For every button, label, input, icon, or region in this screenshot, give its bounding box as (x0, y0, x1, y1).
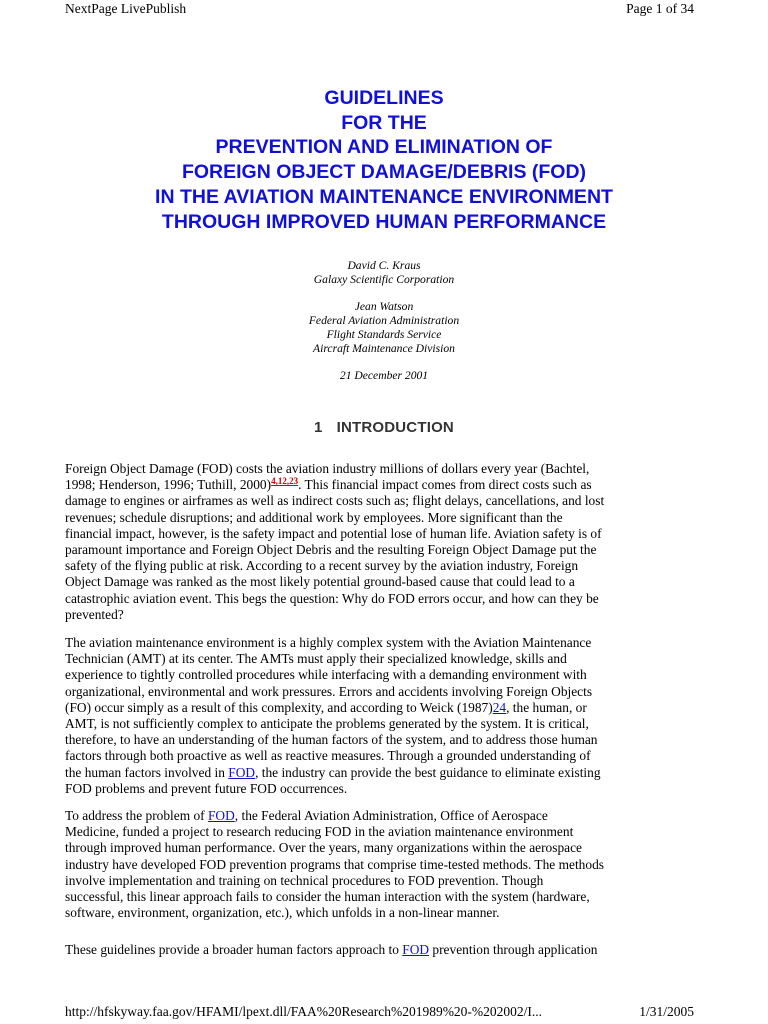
text-span: , the human, or (506, 699, 587, 715)
footer-date: 1/31/2005 (639, 1004, 694, 1019)
text-span: , the Federal Aviation Administration, Office of Aerospace (234, 808, 548, 823)
fod-link[interactable]: FOD (207, 808, 235, 823)
paragraph-3 (65, 808, 705, 921)
text-line: paramount importance and Foreign Object Debris and the resulting Foreign Object Damage put the (65, 542, 597, 558)
document-date: 21 December 2001 (339, 368, 429, 382)
text-line: organizational, environmental and work pressures. Errors and accidents involving Foreign Objects (65, 683, 593, 699)
document-title (0, 86, 768, 234)
reference-link[interactable]: 4,12,23 (271, 476, 299, 487)
text-line: FOD problems and prevent future FOD occurrences. (65, 780, 348, 796)
text-line: AMT, is not sufficiently complex to anticipate the problems generated by the system. It is critical, (65, 716, 589, 732)
author-name: Jean Watson (354, 300, 414, 314)
text-line: successful, this linear approach fails to consider the human interaction with the system (hardware, (65, 889, 590, 905)
fod-link[interactable]: FOD (228, 764, 256, 780)
author-affiliation: Galaxy Scientific Corporation (313, 272, 455, 286)
text-line: Medicine, funded a project to research reducing FOD in the aviation maintenance environment (65, 824, 574, 840)
title-line: FOR THE (341, 111, 427, 134)
text-line (65, 477, 705, 493)
header-page-indicator: Page 1 of 34 (626, 1, 694, 16)
reference-link[interactable]: 24 (492, 699, 507, 715)
text-line: involve implementation and training on technical procedures to FOD prevention. Though (65, 872, 544, 888)
text-line: revenues; schedule disruptions; and additional work by employees. More significant than the (65, 509, 563, 525)
author-affiliation: Federal Aviation Administration (308, 313, 460, 327)
footer-url: http://hfskyway.faa.gov/HFAMI/lpext.dll/FAA%20Research%201989%20-%202002/I... (65, 1004, 543, 1019)
text-span: . This financial impact comes from direct costs such as (298, 477, 592, 493)
title-line: IN THE AVIATION MAINTENANCE ENVIRONMENT (155, 185, 613, 208)
author-block (0, 259, 768, 383)
text-line: prevented? (65, 606, 124, 622)
text-line (65, 808, 705, 824)
section-title: INTRODUCTION (336, 419, 454, 436)
text-line: industry have developed FOD prevention programs that comprise time-tested methods. The methods (65, 856, 604, 872)
text-line: therefore, to have an understanding of the human factors of the system, and to address those human (65, 732, 598, 748)
text-span: (FO) occur simply as a result of this complexity, and according to Weick (1987) (65, 699, 493, 715)
text-line (65, 942, 705, 958)
section-heading (0, 419, 768, 436)
text-line: damage to engines or airframes as well as indirect costs such as; flight delays, cancellations, and lost (65, 493, 605, 509)
paragraph-2 (65, 635, 705, 797)
text-span: These guidelines provide a broader human factors approach to (65, 942, 403, 957)
text-line (65, 700, 705, 716)
text-line: Object Damage was ranked as the most likely potential ground-based cause that could lead to a (65, 574, 575, 590)
text-line: factors through both proactive as well as reactive measures. Through a grounded understanding of (65, 748, 591, 764)
section-number: 1 (314, 419, 323, 436)
text-line: financial impact, however, is the safety impact and potential lose of human life. Aviation safety is of (65, 525, 602, 541)
text-span: , the industry can provide the best guidance to eliminate existing (255, 764, 601, 780)
fod-link[interactable]: FOD (402, 942, 430, 957)
header-app-name: NextPage LivePublish (65, 1, 187, 16)
text-span: prevention through application (429, 942, 598, 957)
author-affiliation: Flight Standards Service (326, 327, 442, 341)
title-line: THROUGH IMPROVED HUMAN PERFORMANCE (161, 210, 607, 233)
text-line: Technician (AMT) at its center. The AMTs must apply their specialized knowledge, skills and (65, 651, 567, 667)
text-line: catastrophic aviation event. This begs the question: Why do FOD errors occur, and how can they be (65, 590, 599, 606)
author-affiliation: Aircraft Maintenance Division (313, 341, 455, 355)
title-line: FOREIGN OBJECT DAMAGE/DEBRIS (FOD) (181, 161, 587, 184)
text-line: The aviation maintenance environment is a highly complex system with the Aviation Maintenance (65, 635, 592, 650)
text-line (65, 765, 705, 781)
text-line: Foreign Object Damage (FOD) costs the aviation industry millions of dollars every year (Bachtel, (65, 461, 590, 476)
paragraph-4 (65, 942, 705, 958)
text-line: experience to tightly controlled procedures while interfacing with a demanding environment with (65, 667, 587, 683)
text-span: the human factors involved in (65, 764, 229, 780)
text-span: To address the problem of (65, 808, 208, 823)
title-line: PREVENTION AND ELIMINATION OF (215, 136, 553, 159)
author-name: David C. Kraus (347, 259, 421, 272)
text-line: software, environment, organization, etc.), which unfolds in a non-linear manner. (65, 905, 500, 921)
text-span: 1998; Henderson, 1996; Tuthill, 2000) (65, 477, 272, 493)
text-line: through improved human performance. Over the years, many organizations within the aerospace (65, 840, 582, 856)
paragraph-1 (65, 461, 705, 623)
text-line: safety of the flying public at risk. According to a recent survey by the aviation industry, Foreign (65, 558, 579, 574)
title-line: GUIDELINES (324, 87, 444, 109)
